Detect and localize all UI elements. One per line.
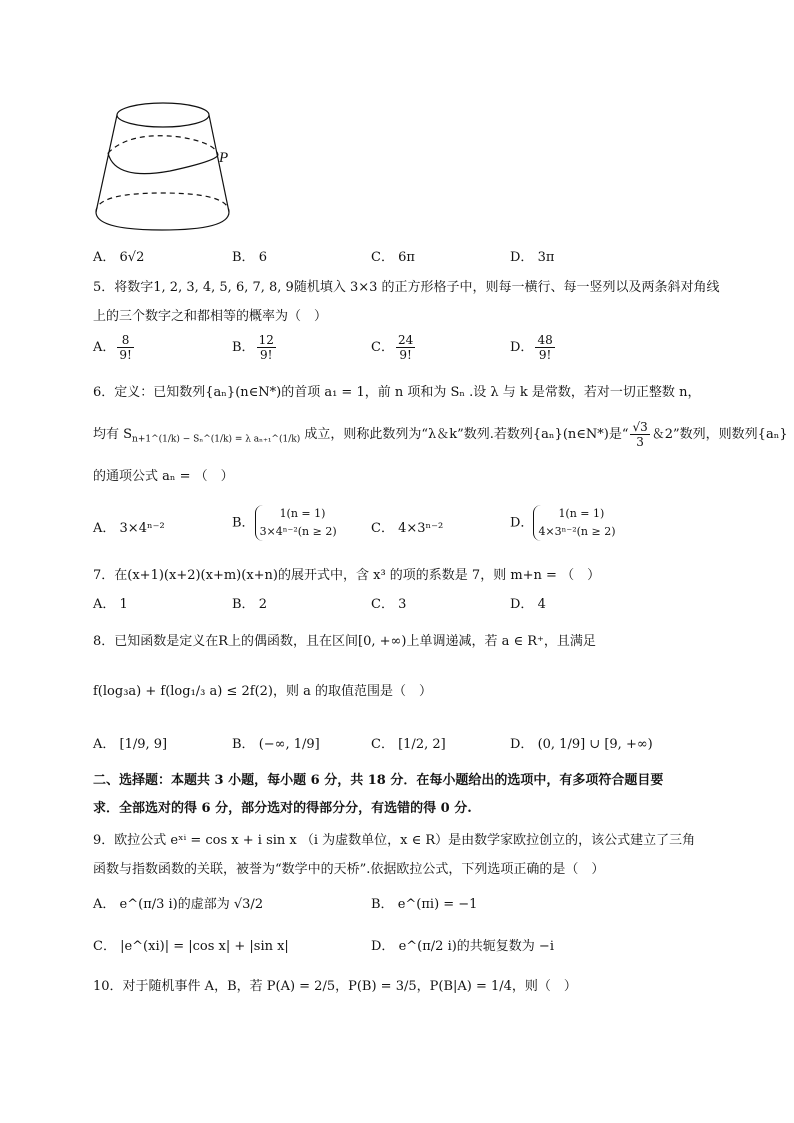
q5-option-c[interactable]: C． $\frac{24}{9!}$ <box>371 333 414 362</box>
q7-option-c[interactable]: C． 3 <box>371 597 407 612</box>
q6-option-b[interactable]: B． 1(n = 1) 3×4ⁿ⁻²(n ≥ 2) <box>232 505 337 541</box>
q9-option-a[interactable]: A． e^(π/3 i)的虚部为 √3/2 <box>93 897 264 912</box>
section2-header-line2: 求．全部选对的得 6 分，部分选对的得部分分，有选错的得 0 分. <box>93 801 472 816</box>
q6-stem-line1: 6．定义：已知数列{aₙ}(n∈N*)的首项 a₁ = 1，前 n 项和为 Sₙ .设 λ 与 k 是常数，若对一切正整数 n， <box>93 385 701 400</box>
q5-option-b[interactable]: B． $\frac{12}{9!}$ <box>232 333 274 362</box>
q5-stem-line1: 5．将数字1, 2, 3, 4, 5, 6, 7, 8, 9随机填入 3×3 的正方形格子中，则每一横行、每一竖列以及两条斜对角线 <box>93 280 720 295</box>
point-p-label: P <box>219 150 229 166</box>
q9-stem-line1: 9．欧拉公式 eˣⁱ = cos x + i sin x （i 为虚数单位，x ∈ R）是由数学家欧拉创立的，该公式建立了三角 <box>93 833 696 848</box>
q6-stem-line2: 均有 $S_{n+1\^{}(1/k) - S_n\^{}(1/k) = \lambda a_{n+1}\^{}(1/k)}$ 成立，则称此数列为“λ＆k”数列.若数列{aₙ}(n∈N*)是“ $\frac{√3}{3}$ ＆2”数列，则数列{aₙ} <box>93 420 788 449</box>
q7-option-b[interactable]: B． 2 <box>232 597 267 612</box>
q8-option-c[interactable]: C． [1/2, 2] <box>371 737 446 752</box>
q8-option-d[interactable]: D． (0, 1/9] ∪ [9, +∞) <box>510 737 653 752</box>
q6-option-d[interactable]: D． 1(n = 1) 4×3ⁿ⁻²(n ≥ 2) <box>510 505 616 541</box>
q6-option-c[interactable]: C． 4×3ⁿ⁻² <box>371 521 444 536</box>
q5-stem-line2: 上的三个数字之和都相等的概率为（ ） <box>93 309 328 324</box>
q9-option-c[interactable]: C． |e^(xi)| = |cos x| + |sin x| <box>93 939 289 954</box>
section-ellipse-front <box>108 153 218 174</box>
q6-condition-formula: n+1^(1/k) − Sₙ^(1/k) = λ aₙ₊₁^(1/k) <box>132 434 301 445</box>
q8-option-a[interactable]: A． [1/9, 9] <box>93 737 168 752</box>
q8-stem-line1: 8．已知函数是定义在R上的偶函数，且在区间[0, +∞)上单调递减，若 a ∈ R⁺，且满足 <box>93 634 596 649</box>
q5-option-a[interactable]: A． $\frac{8}{9!}$ <box>93 333 132 362</box>
q4-option-c[interactable]: C． 6π <box>371 250 415 265</box>
q9-option-b[interactable]: B． e^(πi) = −1 <box>371 897 478 912</box>
q7-option-d[interactable]: D． 4 <box>510 597 546 612</box>
bottom-ellipse-back <box>96 193 229 212</box>
q9-stem-line2: 函数与指数函数的关联，被誉为“数学中的天桥”.依据欧拉公式，下列选项正确的是（ ） <box>93 862 605 877</box>
q5-option-d[interactable]: D． $\frac{48}{9!}$ <box>510 333 553 362</box>
q4-option-b[interactable]: B． 6 <box>232 250 267 265</box>
q7-stem: 7．在(x+1)(x+2)(x+m)(x+n)的展开式中，含 x³ 的项的系数是 7，则 m+n = （ ） <box>93 568 601 583</box>
q6-stem-line3: 的通项公式 aₙ = （ ） <box>93 469 234 484</box>
q4-option-a[interactable]: A． 6√2 <box>93 250 145 265</box>
q4-option-d[interactable]: D． 3π <box>510 250 555 265</box>
q9-option-d[interactable]: D． e^(π/2 i)的共轭复数为 −i <box>371 939 554 954</box>
section2-header-line1: 二、选择题：本题共 3 小题，每小题 6 分，共 18 分．在每小题给出的选项中，有多项符合题目要 <box>93 773 664 788</box>
q7-option-a[interactable]: A． 1 <box>93 597 128 612</box>
frustum-top-ellipse <box>117 103 209 127</box>
q10-stem: 10．对于随机事件 A，B，若 P(A) = 2/5，P(B) = 3/5，P(B|A) = 1/4，则（ ） <box>93 979 577 994</box>
bottom-ellipse-front <box>96 212 229 230</box>
section-ellipse-back <box>108 136 218 155</box>
q8-stem-line2: f(log₃a) + f(log₁/₃ a) ≤ 2f(2)，则 a 的取值范围是（ ） <box>93 684 432 699</box>
q6-option-a[interactable]: A． 3×4ⁿ⁻² <box>93 521 165 536</box>
q8-option-b[interactable]: B． (−∞, 1/9] <box>232 737 320 752</box>
frustum-figure <box>90 95 250 240</box>
